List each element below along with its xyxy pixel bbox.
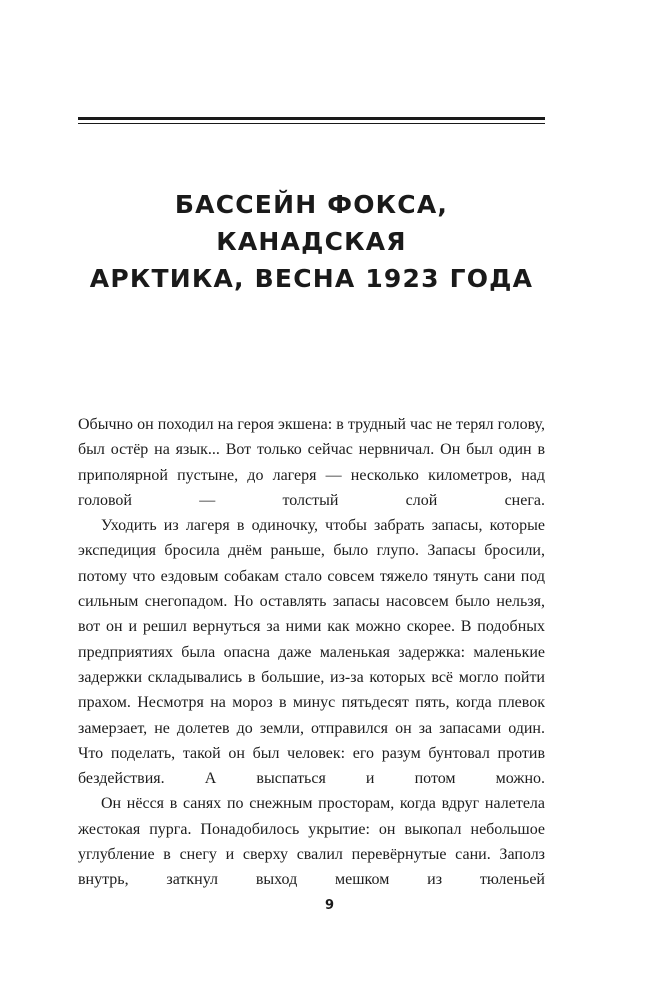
paragraph-2: Уходить из лагеря в одиночку, чтобы забрать запасы, которые экспедиция бросила днём раньше, было глупо. Запасы бросили, потому что ездовым собакам стало совсем тяжело тянуть сани под сильным снегопадом. Но оставлять запасы насовсем было нельзя, вот он и решил вернуться за ними как можно скорее. В подобных предприятиях была опасна даже маленькая задержка: маленькие задержки складывались в большие, из-за которых всё могло пойти прахом. Несмотря на мороз в минус пятьдесят пять, когда плевок замерзает, не долетев до земли, отправился он за запасами один. Что поделать, такой он был человек: его разум бунтовал против бездействия. А выспаться и потом можно. bbox=[78, 517, 545, 788]
paragraph-3: Он нёсся в санях по снежным просторам, когда вдруг налетела жестокая пурга. Понадобилось укрытие: он выкопал небольшое углубление в снегу и сверху свалил перевёрнутые сани. Заполз внутрь, заткнул выход мешком из тюленьей bbox=[78, 795, 545, 889]
chapter-title bbox=[78, 186, 545, 297]
header-rule-thick bbox=[78, 117, 545, 120]
chapter-title-line-1: БАССЕЙН ФОКСА, КАНАДСКАЯ bbox=[174, 190, 449, 256]
body-text bbox=[78, 412, 545, 893]
paragraph-1: Обычно он походил на героя экшена: в трудный час не терял голову, был остёр на язык... Вот только сейчас нервничал. Он был один в приполярной пустыне, до лагеря — несколько километров, над головой — толстый слой снега. bbox=[78, 416, 545, 509]
chapter-title-line-2: АРКТИКА, ВЕСНА 1923 ГОДА bbox=[89, 264, 534, 293]
header-rule-thin bbox=[78, 123, 545, 124]
page-number: 9 bbox=[324, 898, 335, 913]
